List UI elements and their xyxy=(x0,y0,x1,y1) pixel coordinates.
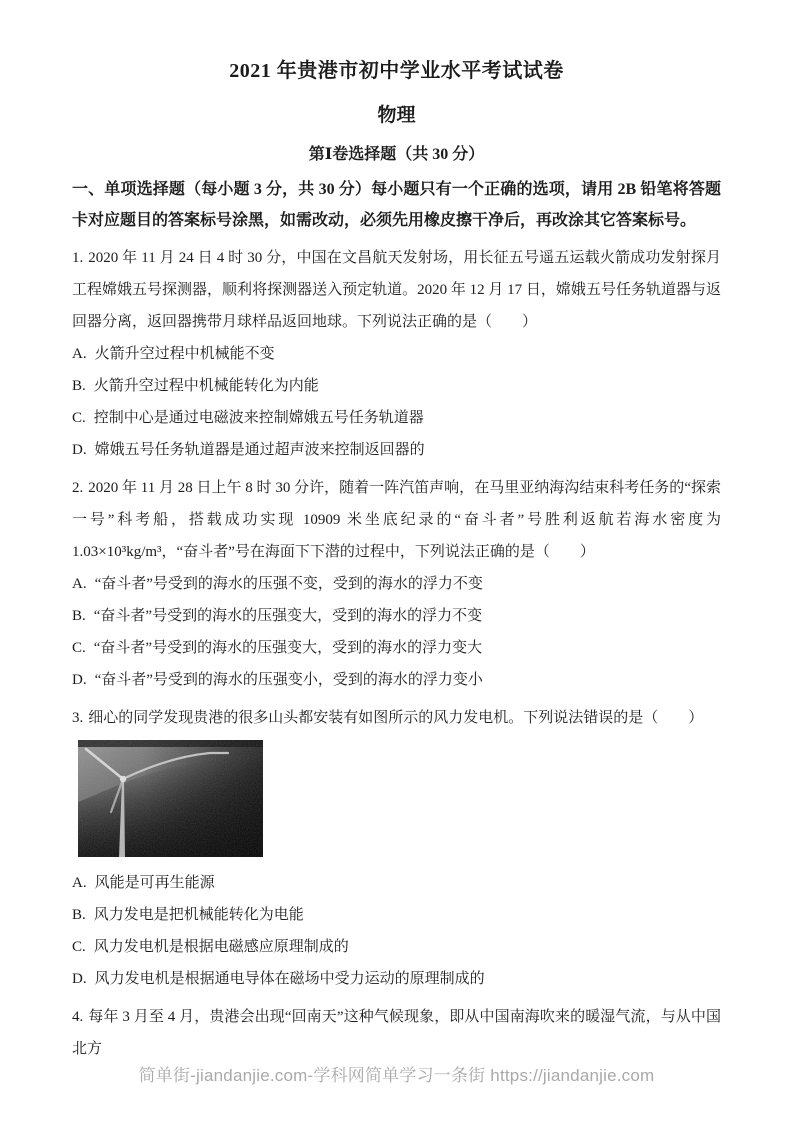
option-text: “奋斗者”号受到的海水的压强变小，受到的海水的浮力变小 xyxy=(94,672,483,688)
option-letter: D. xyxy=(72,971,87,987)
question-number: 3. xyxy=(72,710,84,726)
question-stem-text: 细心的同学发现贵港的很多山头都安装有如图所示的风力发电机。下列说法错误的是（ ） xyxy=(88,710,704,726)
question-3-option-c xyxy=(72,931,721,963)
question-1-option-c xyxy=(72,402,721,434)
question-4 xyxy=(72,1001,721,1065)
option-text: 火箭升空过程中机械能不变 xyxy=(94,346,275,362)
option-text: 风力发电机是根据电磁感应原理制成的 xyxy=(93,939,349,955)
question-stem-text: 2020 年 11 月 24 日 4 时 30 分，中国在文昌航天发射场，用长征五号遥五运载火箭成功发射探月工程嫦娥五号探测器，顺利将探测器送入预定轨道。2020 年 12 月 17 日，嫦娥五号任务轨道器与返回器分离，返回器携带月球样品返回地球。下列说法正确的是（ ） xyxy=(72,250,721,330)
question-1 xyxy=(72,242,721,466)
section-heading: 第Ⅰ卷选择题（共 30 分） xyxy=(308,146,485,163)
question-2 xyxy=(72,472,721,696)
question-1-option-a xyxy=(72,338,721,370)
option-text: “奋斗者”号受到的海水的压强不变，受到的海水的浮力不变 xyxy=(94,576,483,592)
question-3-stem xyxy=(72,702,721,734)
option-letter: B. xyxy=(72,378,86,394)
option-letter: A. xyxy=(72,875,87,891)
option-letter: B. xyxy=(72,907,86,923)
exam-title: 2021 年贵港市初中学业水平考试试卷 xyxy=(229,60,564,82)
question-3 xyxy=(72,702,721,995)
option-letter: B. xyxy=(72,608,86,624)
option-letter: C. xyxy=(72,640,86,656)
question-number: 2. xyxy=(72,480,84,496)
wind-turbine-photo xyxy=(78,740,263,857)
option-letter: D. xyxy=(72,672,87,688)
option-text: 风力发电是把机械能转化为电能 xyxy=(93,907,304,923)
option-text: 火箭升空过程中机械能转化为内能 xyxy=(93,378,319,394)
question-3-option-b xyxy=(72,899,721,931)
option-text: “奋斗者”号受到的海水的压强变大，受到的海水的浮力变大 xyxy=(93,640,483,656)
option-letter: D. xyxy=(72,442,87,458)
question-2-option-b xyxy=(72,600,721,632)
question-stem-text: 2020 年 11 月 28 日上午 8 时 30 分许，随着一阵汽笛声响，在马里亚纳海沟结束科考任务的“探索一号”科考船，搭载成功实现 10909 米坐底纪录的“奋斗者”号胜利返航若海水密度为 1.03×10³kg/m³，“奋斗者”号在海面下下潜的过程中，下列说法正确的是（ ） xyxy=(72,480,721,560)
question-3-option-d xyxy=(72,963,721,995)
wind-turbine-image xyxy=(78,740,263,857)
option-letter: C. xyxy=(72,939,86,955)
question-4-stem xyxy=(72,1001,721,1065)
exam-subject: 物理 xyxy=(377,105,416,126)
option-text: 风力发电机是根据通电导体在磁场中受力运动的原理制成的 xyxy=(94,971,485,987)
section-instructions: 一、单项选择题（每小题 3 分，共 30 分）每小题只有一个正确的选项，请用 2B 铅笔将答题卡对应题目的答案标号涂黑，如需改动，必须先用橡皮擦干净后，再改涂其它答案标号。 xyxy=(72,181,721,229)
question-3-option-a xyxy=(72,867,721,899)
option-letter: A. xyxy=(72,576,87,592)
question-stem-text: 每年 3 月至 4 月，贵港会出现“回南天”这种气候现象，即从中国南海吹来的暖湿气流，与从中国北方 xyxy=(72,1009,721,1057)
question-2-option-c xyxy=(72,632,721,664)
watermark-footer: 简单街-jiandanjie.com-学科网简单学习一条街 https://jiandanjie.com xyxy=(138,1066,655,1085)
option-text: 控制中心是通过电磁波来控制嫦娥五号任务轨道器 xyxy=(93,410,424,426)
question-1-option-d xyxy=(72,434,721,466)
question-number: 1. xyxy=(72,250,84,266)
question-2-option-a xyxy=(72,568,721,600)
question-2-stem xyxy=(72,472,721,568)
question-1-stem xyxy=(72,242,721,338)
question-2-option-d xyxy=(72,664,721,696)
option-letter: A. xyxy=(72,346,87,362)
option-text: “奋斗者”号受到的海水的压强变大，受到的海水的浮力不变 xyxy=(93,608,483,624)
question-number: 4. xyxy=(72,1009,84,1025)
option-text: 风能是可再生能源 xyxy=(94,875,215,891)
question-1-option-b xyxy=(72,370,721,402)
option-letter: C. xyxy=(72,410,86,426)
option-text: 嫦娥五号任务轨道器是通过超声波来控制返回器的 xyxy=(94,442,425,458)
